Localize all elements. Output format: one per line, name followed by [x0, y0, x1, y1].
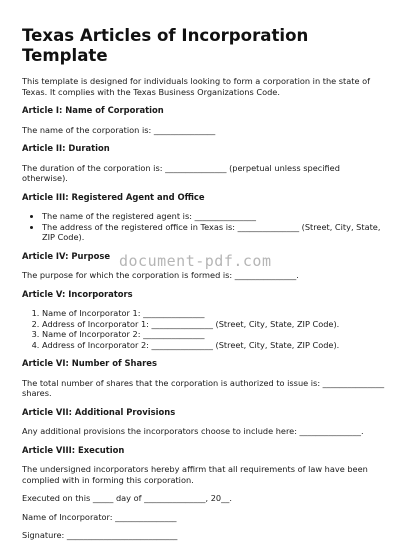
article-8-heading: Article VIII: Execution	[22, 444, 125, 455]
signature-line: Signature: ___________________________	[22, 530, 178, 540]
article-3-list	[22, 211, 387, 243]
list-item: 3. Name of Incorporator 2: _______________	[42, 329, 387, 340]
article-6-text: The total number of shares that the corporation is authorized to issue is: _______________ shares.	[22, 377, 385, 398]
incorporator-name-line: Name of Incorporator: _______________	[22, 511, 177, 522]
article-6-heading: Article VI: Number of Shares	[22, 358, 157, 368]
article-7-text: Any additional provisions the incorporators choose to include here: _______________.	[22, 426, 364, 436]
article-7-heading: Article VII: Additional Provisions	[22, 406, 176, 417]
watermark-text: document-pdf.com	[119, 252, 272, 270]
document-title: Texas Articles of Incorporation Template	[22, 26, 309, 65]
list-item: 2. Address of Incorporator 1: _______________ (Street, City, State, ZIP Code).	[42, 319, 387, 330]
article-1-heading: Article I: Name of Corporation	[22, 105, 164, 115]
article-8-text: The undersigned incorporators hereby affirm that all requirements of law have been complied with in forming this corporation.	[22, 464, 368, 485]
document-page	[22, 26, 387, 549]
article-3-heading: Article III: Registered Agent and Office	[22, 191, 205, 202]
article-1-text: The name of the corporation is: _______________	[22, 124, 216, 135]
article-2-text: The duration of the corporation is: _______________ (perpetual unless specified otherwise).	[22, 162, 340, 183]
executed-on-line: Executed on this _____ day of _______________, 20__.	[22, 493, 232, 503]
article-4-text: The purpose for which the corporation is formed is: _______________.	[22, 270, 299, 280]
list-item: 1. Name of Incorporator 1: _______________	[42, 308, 387, 319]
list-item: • The address of the registered office in Texas is: _______________ (Street, City, State, ZIP Code).	[42, 222, 387, 243]
intro-paragraph: This template is designed for individuals looking to form a corporation in the state of Texas. It complies with the Texas Business Organizations Code.	[22, 76, 371, 97]
article-4-heading: Article IV: Purpose	[22, 250, 111, 261]
article-5-heading: Article V: Incorporators	[22, 288, 133, 299]
list-item: 4. Address of Incorporator 2: _______________ (Street, City, State, ZIP Code).	[42, 340, 387, 351]
article-5-list	[22, 308, 387, 350]
article-2-heading: Article II: Duration	[22, 143, 110, 153]
list-item: • The name of the registered agent is: _______________	[42, 211, 387, 222]
